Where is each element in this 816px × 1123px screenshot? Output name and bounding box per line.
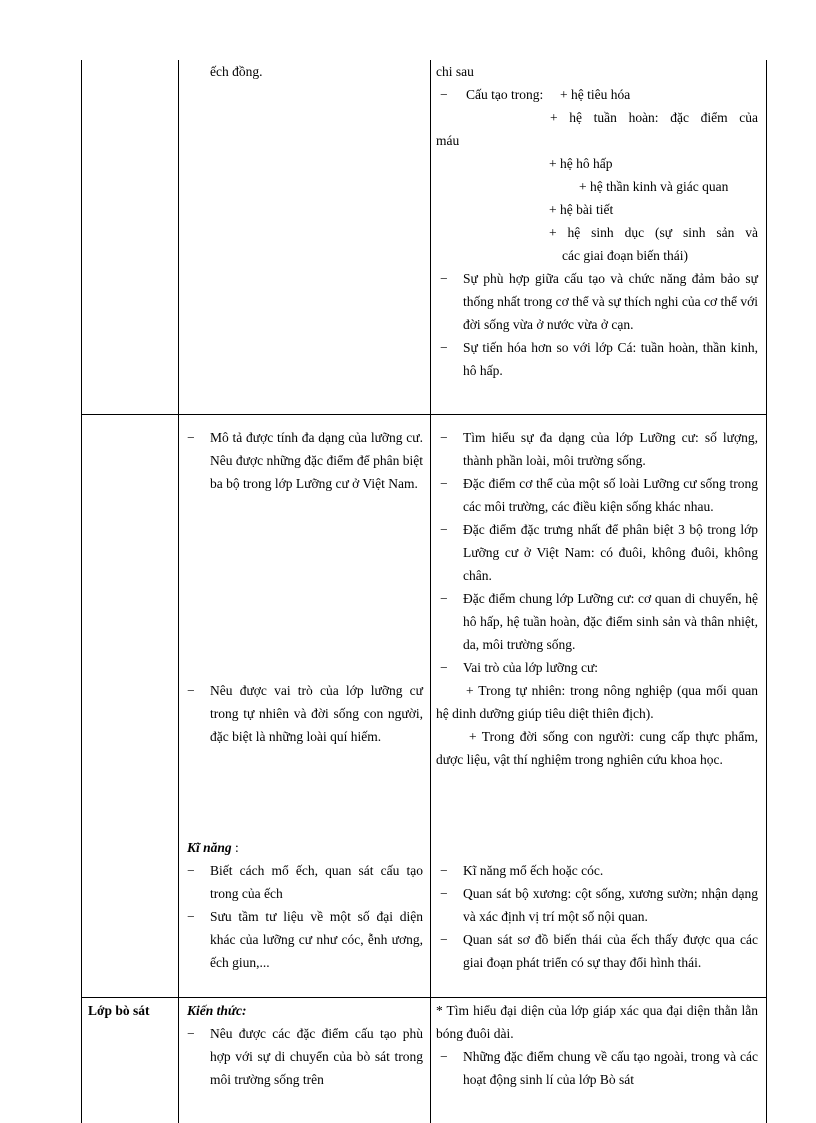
row2-skill-heading: Kĩ năng : bbox=[187, 840, 239, 855]
row2-col3-bullet-2: − Đặc điểm cơ thể của một số loài Lưỡng cư sống trong các môi trường, các điều kiện sống khác nhau. bbox=[440, 476, 758, 514]
row1-bullet-tien-hoa: − Sự tiến hóa hơn so với lớp Cá: tuần hoàn, thần kinh, hô hấp. bbox=[440, 340, 758, 378]
row3-knowledge-heading: Kiến thức: bbox=[187, 1003, 247, 1018]
row3-col2 bbox=[183, 999, 423, 1091]
row1-item-bien-thai: các giai đoạn biến thái) bbox=[562, 248, 688, 263]
row3-col3-bullet: − Những đặc điểm chung về cấu tạo ngoài, trong và các hoạt động sinh lí của lớp Bò sát bbox=[440, 1049, 758, 1087]
table-divider-col1 bbox=[178, 60, 179, 1123]
row2-bullet-vai-tro: − Nêu được vai trò của lớp lưỡng cư trong tự nhiên và đời sống con người, đặc biệt là những loài quí hiếm. bbox=[187, 683, 423, 744]
row3-col3-intro: * Tìm hiểu đại diện của lớp giáp xác qua đại diện thằn lằn bóng đuôi dài. bbox=[436, 1003, 758, 1041]
table-row-divider-1 bbox=[81, 414, 767, 415]
table-row-divider-2 bbox=[81, 997, 767, 998]
row2-col3-bullet-3: − Đặc điểm đặc trưng nhất để phân biệt 3 bộ trong lớp Lưỡng cư ở Việt Nam: có đuôi, không đuôi, không chân. bbox=[440, 522, 758, 583]
table-border-left bbox=[81, 60, 82, 1123]
table-divider-col2 bbox=[430, 60, 431, 1123]
row2-col2 bbox=[183, 426, 423, 495]
row1-item-mau: máu bbox=[436, 133, 460, 148]
row2-col3-bullet-1: − Tìm hiểu sự đa dạng của lớp Lưỡng cư: số lượng, thành phần loài, môi trường sống. bbox=[440, 430, 758, 468]
row1-item-ho-hap: + hệ hô hấp bbox=[549, 156, 613, 171]
row3-col1-title: Lớp bò sát bbox=[88, 1003, 150, 1018]
row2-col2-vai-tro bbox=[183, 679, 423, 748]
row1-col2-text: ếch đồng. bbox=[210, 64, 263, 79]
row1-bullet-phu-hop: − Sự phù hợp giữa cấu tạo và chức năng đảm bảo sự thống nhất trong cơ thể và sự thích nghi của cơ thể với đời sống vừa ở nước vừa ở cạn. bbox=[440, 271, 758, 332]
row2-bullet-mo-ta: − Mô tả được tính đa dạng của lưỡng cư. Nêu được những đặc điểm để phân biệt ba bộ trong lớp Lưỡng cư ở Việt Nam. bbox=[187, 430, 423, 491]
row2-skill-bullet-2: − Sưu tầm tư liệu về một số đại diện khác của lưỡng cư như cóc, ễnh ương, ếch giun,... bbox=[187, 909, 423, 970]
row2-col3-vai-tro-p2: + Trong đời sống con người: cung cấp thực phẩm, dược liệu, vật thí nghiệm trong nghiên cứu khoa học. bbox=[436, 729, 758, 767]
row1-chi-sau: chi sau bbox=[436, 64, 474, 79]
row1-item-tuan-hoan: + hệ tuần hoàn: đặc điểm của bbox=[550, 110, 758, 125]
row1-item-sinh-duc: + hệ sinh dục (sự sinh sản và bbox=[549, 225, 758, 240]
row3-col3 bbox=[436, 999, 758, 1091]
row2-col3-skill-3: − Quan sát sơ đồ biến thái của ếch thấy được qua các giai đoạn phát triển có sự thay đổi hình thái. bbox=[440, 932, 758, 970]
row2-col3-skills bbox=[436, 859, 758, 974]
dash: − bbox=[440, 87, 448, 102]
row2-col2-ki-nang bbox=[183, 836, 423, 974]
row3-col2-bullet: − Nêu được các đặc điểm cấu tạo phù hợp với sự di chuyển của bò sát trong môi trường sống trên bbox=[187, 1026, 423, 1087]
row2-col3-skill-1: − Kĩ năng mổ ếch hoặc cóc. bbox=[440, 863, 604, 878]
row2-col3 bbox=[436, 426, 758, 771]
row2-skill-bullet-1: − Biết cách mổ ếch, quan sát cấu tạo trong của ếch bbox=[187, 863, 423, 901]
row1-item-bai-tiet: + hệ bài tiết bbox=[549, 202, 614, 217]
row1-col3 bbox=[436, 60, 758, 382]
row1-cau-tao-line: − Cấu tạo trong: + hệ tiêu hóa bbox=[436, 83, 758, 106]
row2-col3-bullet-4: − Đặc điểm chung lớp Lưỡng cư: cơ quan di chuyển, hệ hô hấp, hệ tuần hoàn, đặc điểm sinh sản và thân nhiệt, da, môi trường sống. bbox=[440, 591, 758, 652]
row1-item-than-kinh: + hệ thần kinh và giác quan bbox=[579, 179, 729, 194]
row2-col3-skill-2: − Quan sát bộ xương: cột sống, xương sườn; nhận dạng và xác định vị trí một số nội quan. bbox=[440, 886, 758, 924]
row2-col3-vai-tro-p1: + Trong tự nhiên: trong nông nghiệp (qua mối quan hệ dinh dưỡng giúp tiêu diệt thiên địch). bbox=[436, 683, 758, 721]
table-border-right bbox=[766, 60, 767, 1123]
row2-col3-vai-tro: − Vai trò của lớp lưỡng cư: bbox=[440, 660, 599, 675]
